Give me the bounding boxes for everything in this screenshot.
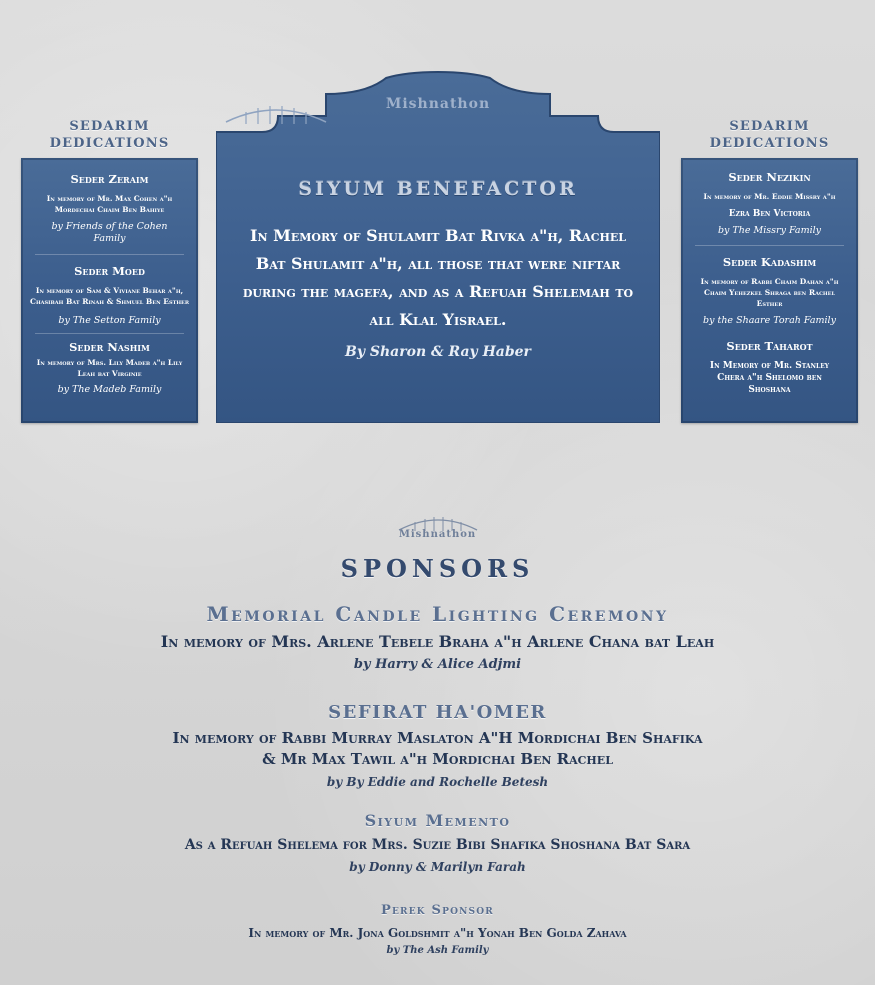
seder-zeraim-title: Seder Zeraim bbox=[70, 172, 149, 186]
sefirat-haomer-by: by By Eddie and Rochelle Betesh bbox=[326, 775, 549, 789]
siyum-memento-body: As a Refuah Shelema for Mrs. Suzie Bibi Shafika Shoshana Bat Sara bbox=[184, 837, 691, 853]
seder-kadashim-title: Seder Kadashim bbox=[722, 255, 817, 269]
left-sedarim-header bbox=[21, 118, 198, 152]
sponsors-logo bbox=[0, 512, 875, 540]
sefirat-haomer-body2: & Mr Max Tawil a"h Mordichai Ben Rachel bbox=[262, 750, 613, 768]
seder-moed-section bbox=[29, 264, 190, 327]
sponsors-logo-text: Mishnathon bbox=[398, 529, 477, 540]
right-sedarim-header bbox=[681, 118, 858, 152]
sefirat-haomer-body: In memory of Rabbi Murray Maslaton A"H Mordichai Ben Shafika bbox=[172, 729, 703, 747]
perek-sponsor-body: In memory of Mr. Jona Goldshmit a"h Yonah Ben Golda Zahava bbox=[248, 926, 627, 940]
divider bbox=[35, 254, 184, 255]
siyum-memento-by: by Donny & Marilyn Farah bbox=[349, 860, 526, 874]
seder-moed-by: by The Setton Family bbox=[58, 315, 161, 326]
divider bbox=[695, 245, 844, 246]
seder-taharot-title: Seder Taharot bbox=[726, 339, 813, 353]
seder-nezikin-body2: Ezra Ben Victoria bbox=[728, 209, 811, 219]
left-header-line2: DEDICATIONS bbox=[49, 136, 170, 151]
logo-text: Mishnathon bbox=[385, 96, 491, 112]
seder-nashim-body: In memory of Mrs. Lily Madeb a"h Lily Leah bat Virginie bbox=[36, 358, 183, 378]
seder-nezikin-body: In memory of Mr. Eddie Missry a"h bbox=[703, 192, 836, 201]
memorial-candle-by: by Harry & Alice Adjmi bbox=[353, 657, 522, 672]
seder-nezikin-section bbox=[689, 170, 850, 237]
seder-zeraim-by: by Friends of the Cohen Family bbox=[51, 221, 168, 244]
right-dedications-panel bbox=[681, 158, 858, 423]
seder-moed-title: Seder Moed bbox=[74, 264, 145, 278]
perek-sponsor-title: Perek Sponsor bbox=[381, 903, 494, 918]
benefactor-title: SIYUM BENEFACTOR bbox=[298, 178, 578, 200]
seder-nashim-title: Seder Nashim bbox=[69, 340, 150, 354]
sponsors-title: SPONSORS bbox=[340, 554, 535, 583]
sefirat-haomer-title: SEFIRAT HA'OMER bbox=[328, 702, 547, 723]
seder-taharot-body: In Memory of Mr. Stanley Chera a"h Shelomo ben Shoshana bbox=[709, 361, 830, 395]
seder-nashim-by: by The Madeb Family bbox=[57, 384, 162, 395]
perek-sponsor-by: by The Ash Family bbox=[386, 945, 489, 956]
seder-kadashim-section bbox=[689, 255, 850, 327]
divider bbox=[35, 333, 184, 334]
benefactor-content bbox=[216, 70, 660, 423]
benefactor-body: In Memory of Shulamit Bat Rivka a"h, Rachel Bat Shulamit a"h, all those that were niftar during the magefa, and as a Refuah Shelemah to all Klal Yisrael. bbox=[242, 226, 634, 329]
left-dedications-panel bbox=[21, 158, 198, 423]
siyum-memento-title: Siyum Memento bbox=[364, 811, 511, 830]
siyum-benefactor-panel bbox=[216, 70, 660, 423]
seder-nezikin-by: by The Missry Family bbox=[717, 225, 822, 236]
left-header-line1: SEDARIM bbox=[69, 119, 150, 134]
seder-moed-body: In memory of Sam & Viviane Behar a"h, Chasibah Bat Rinah & Shmuel Ben Esther bbox=[29, 286, 190, 306]
seder-zeraim-body: In memory of Mr. Max Cohen a"h Mordechai Chaim Ben Bahiye bbox=[46, 194, 173, 214]
memorial-candle-title: Memorial Candle Lighting Ceremony bbox=[206, 602, 669, 626]
right-header-line2: DEDICATIONS bbox=[709, 136, 830, 151]
bridge-icon bbox=[216, 100, 336, 126]
mishnathon-logo bbox=[216, 96, 660, 112]
seder-nashim-section bbox=[29, 340, 190, 396]
seder-kadashim-body: In memory of Rabbi Chaim Dahan a"h Chaim Yehezkel Shraga ben Rachel Esther bbox=[700, 277, 839, 308]
benefactor-by: By Sharon & Ray Haber bbox=[345, 344, 531, 360]
seder-taharot-section bbox=[689, 339, 850, 396]
spacer bbox=[689, 327, 850, 339]
memorial-candle-body: In memory of Mrs. Arlene Tebele Braha a"h Arlene Chana bat Leah bbox=[160, 632, 715, 651]
seder-nezikin-title: Seder Nezikin bbox=[728, 170, 811, 184]
seder-kadashim-by: by the Shaare Torah Family bbox=[703, 315, 836, 326]
seder-zeraim-section bbox=[29, 172, 190, 245]
right-header-line1: SEDARIM bbox=[729, 119, 810, 134]
